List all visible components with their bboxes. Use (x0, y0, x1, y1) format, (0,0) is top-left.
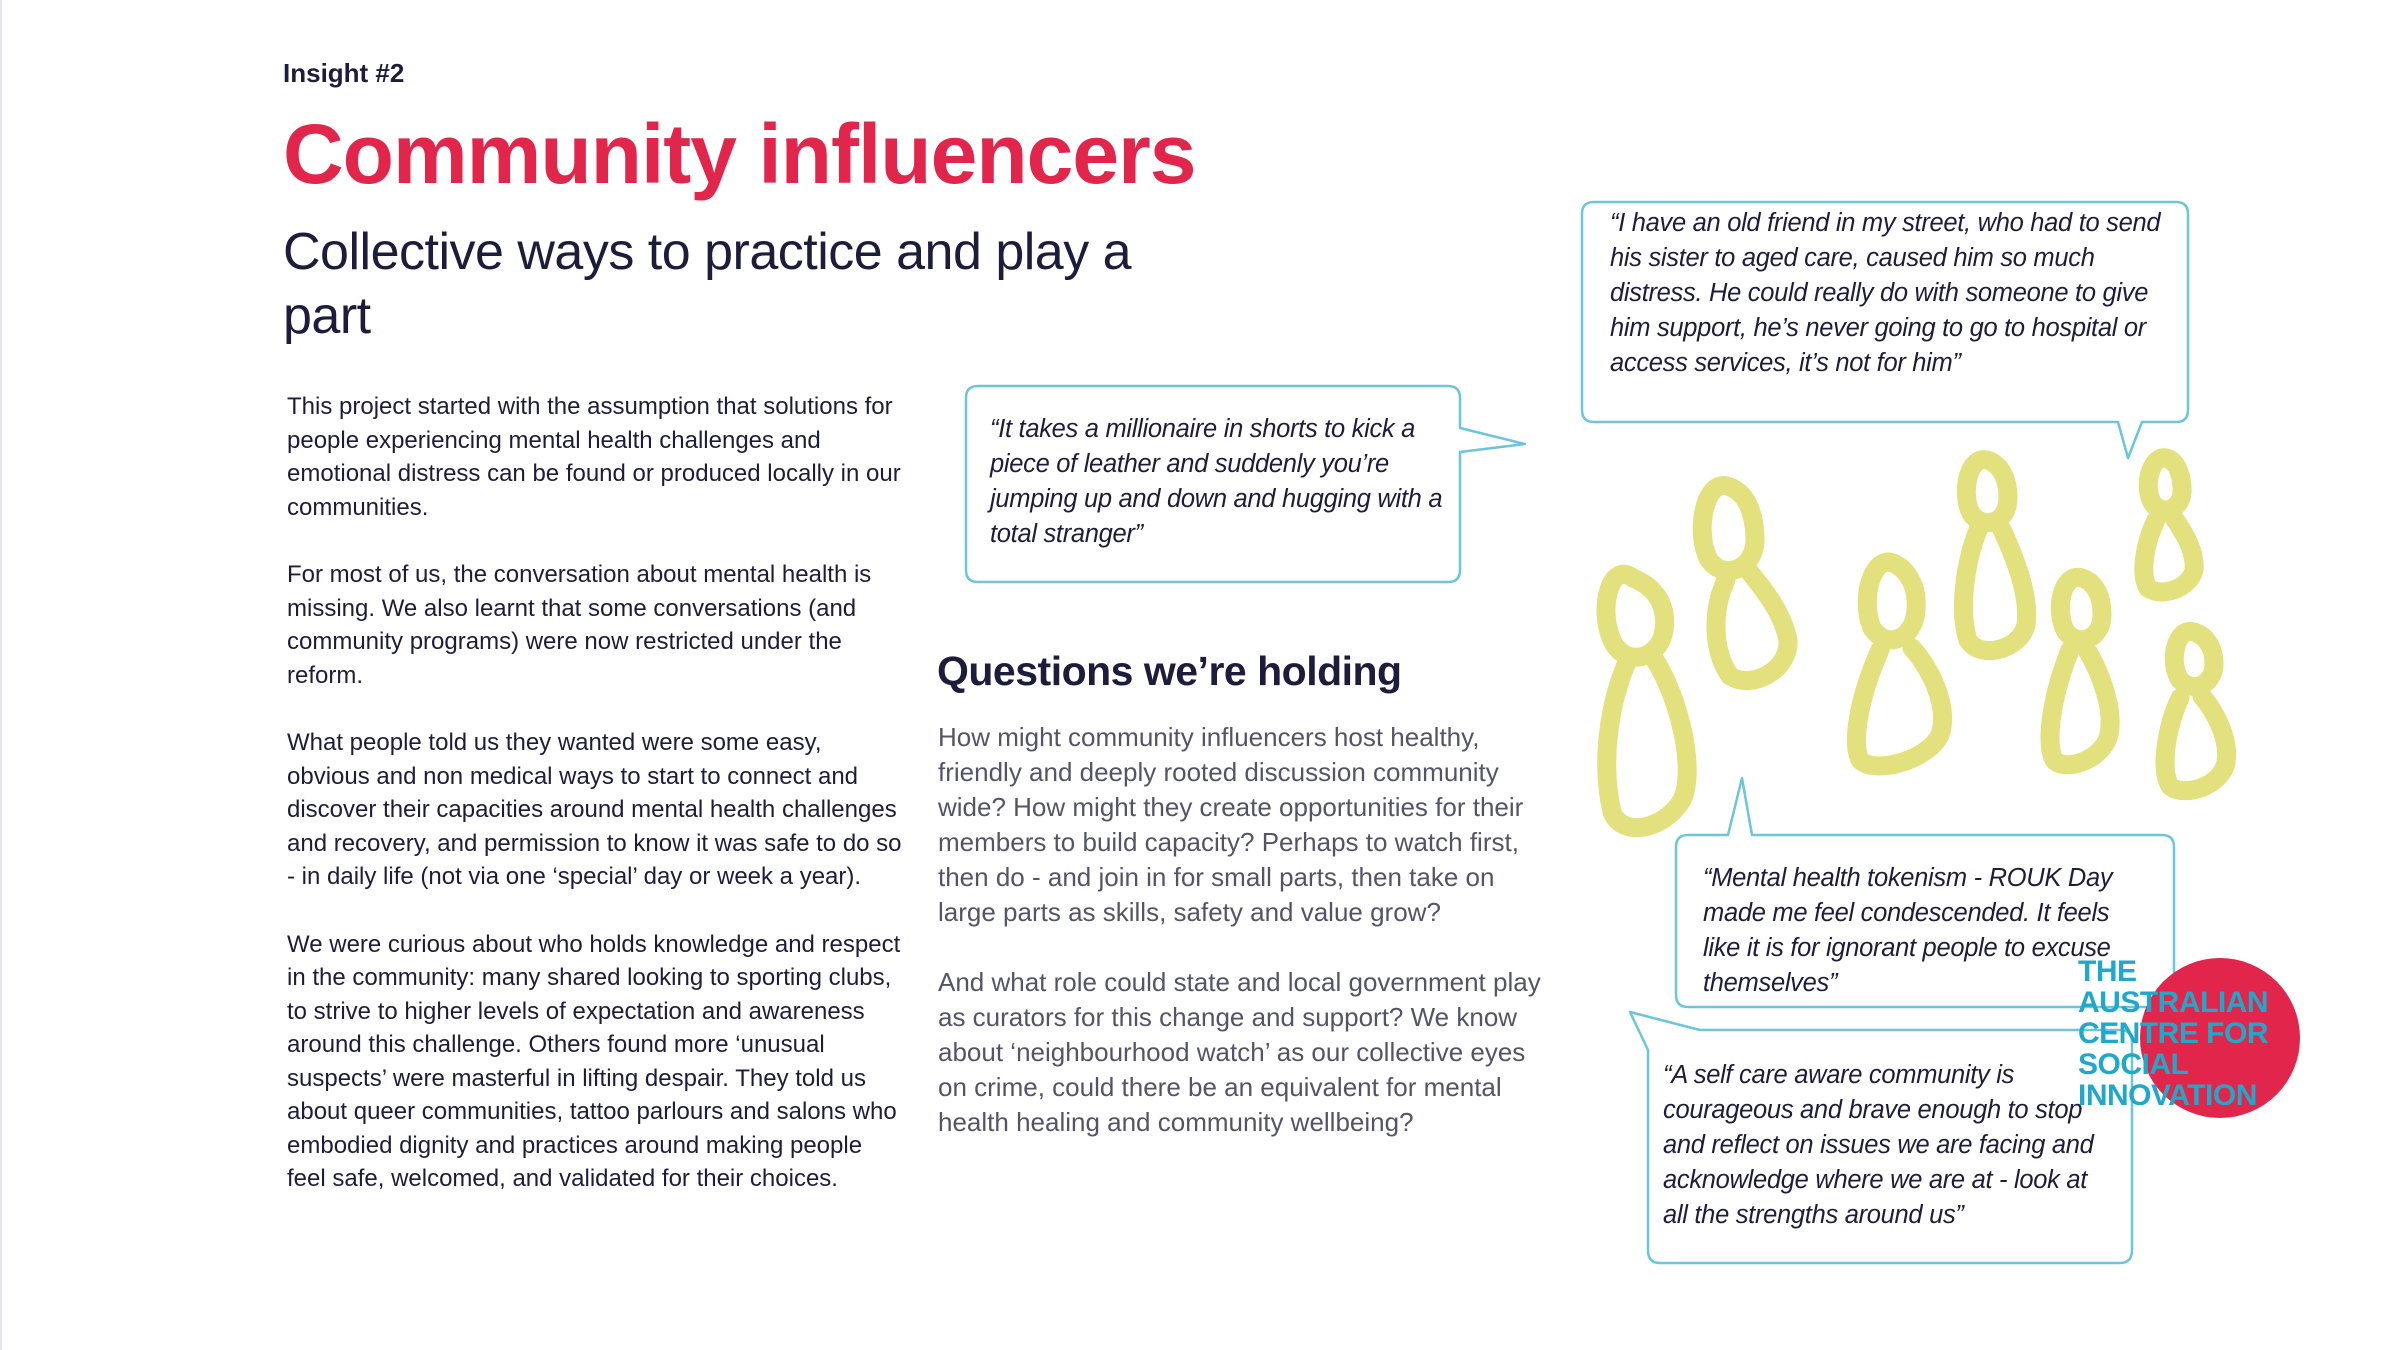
page-subtitle: Collective ways to practice and play a part (283, 223, 1132, 345)
questions-heading: Questions we’re holding (937, 648, 1402, 694)
page-title: Community influencers (283, 107, 1196, 201)
person-figure-icon (1702, 486, 1788, 681)
questions-paragraph: And what role could state and local government play as curators for this change and support? We know about ‘neighbourhood watch’ as our collective eyes on crime, could there be an equivalent for mental health healing and community wellbeing? (938, 967, 1541, 1137)
body-paragraph: For most of us, the conversation about mental health is missing. We also learnt that some conversations (and community programs) were now restricted under the reform. (287, 561, 872, 689)
people-figures (1606, 458, 2227, 828)
questions-paragraph: How might community influencers host healthy, friendly and deeply rooted discussion community wide? How might they create opportunities for their members to build capacity? Perhaps to watch first, then do - and join in for small parts, then take on large parts as skills, safety and value grow? (938, 722, 1524, 927)
body-paragraph: This project started with the assumption that solutions for people experiencing mental health challenges and emotional distress can be found or produced locally in our communities. (287, 393, 901, 521)
body-paragraph: We were curious about who holds knowledge and respect in the community: many shared looking to sporting clubs, to strive to higher levels of expectation and awareness around this challenge. Others found more ‘unusual suspects’ were masterful in lifting despair. They told us about queer communities, tattoo parlours and salons who embodied dignity and practices around making people feel safe, welcomed, and validated for their choices. (287, 930, 901, 1192)
person-figure-icon (2165, 631, 2227, 790)
person-figure-icon (2144, 458, 2194, 592)
person-figure-icon (1606, 574, 1687, 827)
logo-line: THE (2078, 955, 2137, 988)
quote-text-4: “A self care aware community is courageous and brave enough to stop and reflect on issues we are facing and acknowledge where we are at - look at all the strengths around us” (1663, 1061, 2094, 1229)
logo-wordmark (2078, 956, 2268, 1111)
logo-line: CENTRE FOR (2078, 1017, 2268, 1050)
person-figure-icon (1856, 562, 1942, 766)
quote-text-3: “Mental health tokenism - ROUK Day made me feel condescended. It feels like it is for ignorant people to excuse themselves” (1703, 864, 2113, 997)
logo-line: AUSTRALIAN (2078, 986, 2268, 1019)
tacsi-logo (2070, 952, 2310, 1132)
quote-text-2: “I have an old friend in my street, who had to send his sister to aged care, caused him so much distress. He could really do with someone to give him support, he’s never going to go to hospital or access services, it’s not for him” (1610, 209, 2161, 377)
quote-text-1: “It takes a millionaire in shorts to kick a piece of leather and suddenly you’re jumping up and down and hugging with a total stranger” (990, 415, 1443, 548)
person-figure-icon (1963, 460, 2026, 651)
logo-line: INNOVATION (2078, 1079, 2257, 1112)
person-figure-icon (2050, 577, 2110, 764)
logo-line: SOCIAL (2078, 1048, 2189, 1081)
insight-label: Insight #2 (283, 58, 405, 88)
body-paragraph: What people told us they wanted were some easy, obvious and non medical ways to start to connect and discover their capacities around mental health challenges and recovery, and permission to know it was safe to do so - in daily life (not via one ‘special’ day or week a year). (287, 729, 902, 890)
